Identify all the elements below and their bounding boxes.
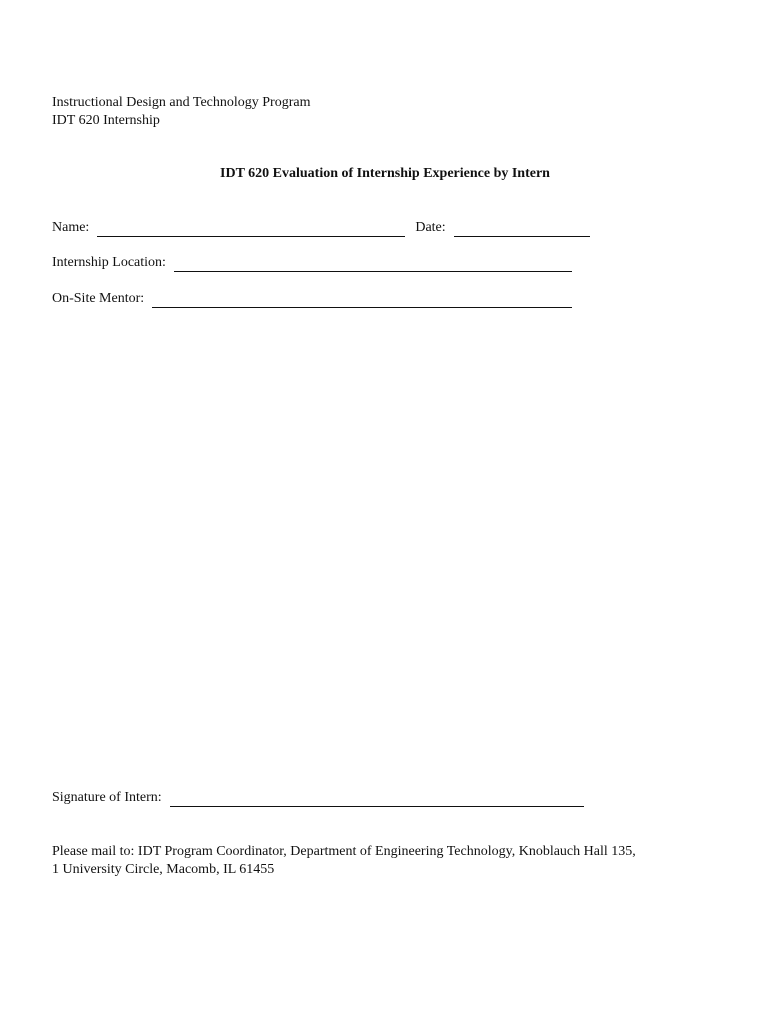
signature-row	[52, 789, 584, 807]
date-field[interactable]	[454, 222, 590, 237]
signature-field[interactable]	[170, 792, 584, 807]
program-name: Instructional Design and Technology Program	[52, 95, 311, 110]
mailing-instructions-line-2: 1 University Circle, Macomb, IL 61455	[52, 862, 275, 877]
name-field[interactable]	[97, 222, 405, 237]
name-date-row	[52, 219, 590, 237]
mailing-instructions-line-1: Please mail to: IDT Program Coordinator, Department of Engineering Technology, Knoblauch Hall 135,	[52, 844, 636, 859]
name-label: Name:	[52, 220, 90, 235]
location-label: Internship Location:	[52, 255, 166, 270]
course-name: IDT 620 Internship	[52, 113, 160, 128]
mentor-row	[52, 290, 572, 308]
signature-label: Signature of Intern:	[52, 790, 162, 805]
mentor-label: On-Site Mentor:	[52, 291, 145, 306]
location-row	[52, 254, 572, 272]
form-title: IDT 620 Evaluation of Internship Experience by Intern	[220, 166, 550, 181]
location-field[interactable]	[174, 257, 572, 272]
mentor-field[interactable]	[152, 293, 572, 308]
date-label: Date:	[415, 220, 446, 235]
